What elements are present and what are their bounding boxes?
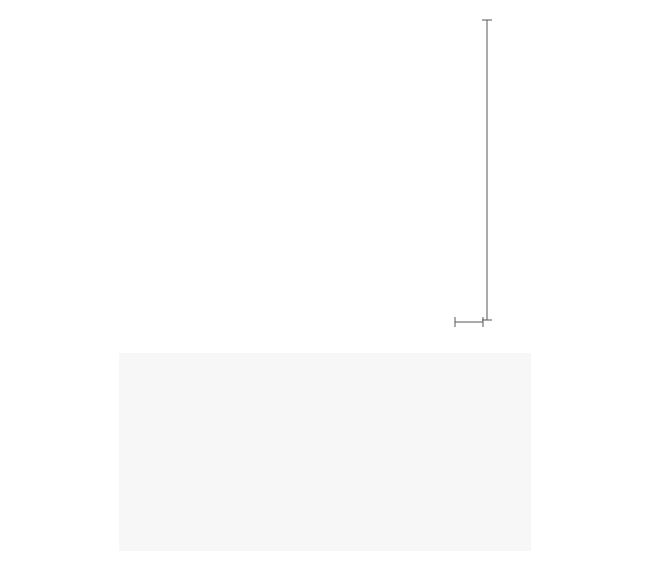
spec-panel: [119, 353, 531, 551]
height-dimension: [482, 20, 492, 320]
width-dimension: [455, 317, 483, 327]
